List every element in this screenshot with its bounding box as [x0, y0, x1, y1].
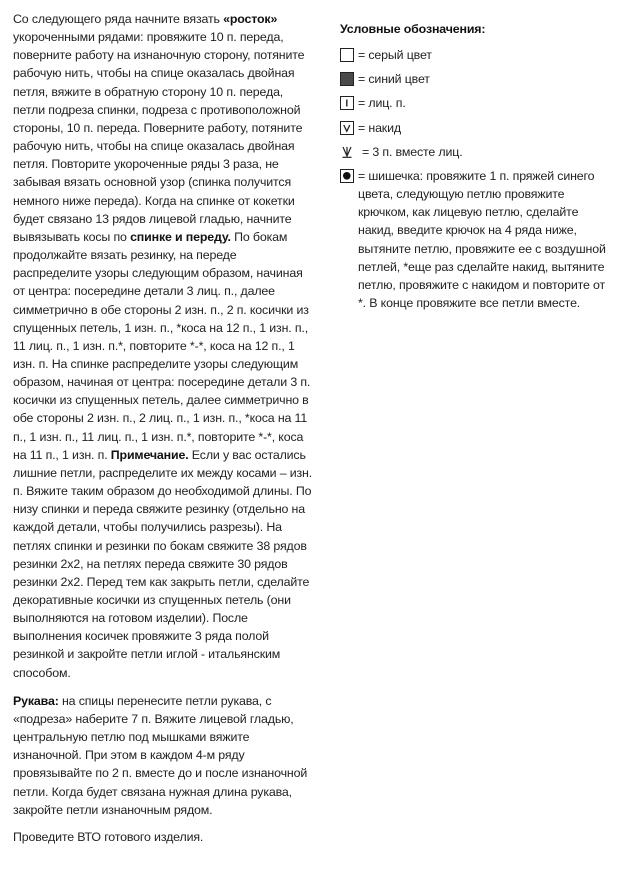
blue-square-icon	[340, 72, 354, 86]
bobble-icon	[340, 169, 354, 183]
legend-item-three-together	[340, 143, 615, 161]
legend-title: Условные обозначения:	[340, 22, 486, 36]
legend-column	[340, 20, 615, 318]
paragraph-sleeves	[13, 692, 313, 819]
paragraph-body	[13, 10, 313, 682]
paragraph-finish: Проведите ВТО готового изделия.	[13, 829, 204, 844]
legend-text: = шишечка: провяжите 1 п. пряжей синего цвета, следующую петлю провяжите крючком, как лицевую петлю, сделайте накид, введите крючок на 4 ряда ниже, вытяните петлю, провяжите ее с воздушной петлей, *еще раз сделайте накид, вытяните петлю, провяжите с накидом и повторите от *. В конце провяжите все петли вместе.	[358, 168, 606, 311]
legend-item-yarn-over	[340, 119, 615, 137]
legend-text: = 3 п. вместе лиц.	[362, 144, 463, 159]
text-run: По бокам продолжайте вязать резинку, на переде распределите узоры следующим образом, начиная от центра: посередине детали 3 лиц. п., далее симметрично в обе стороны 2 изн. п., 2 п. косички из спущенных петель, 1 изн. п., *коса на 12 п., 1 изн. п., 11 лиц. п., 1 изн. п.*, повторите *-*, коса на 12 п., 1 изн. п. На спинке распределите узоры следующим образом, начиная от центра: посередине детали 3 п. косички из спущенных петель, далее симметрично в обе стороны 2 изн. п., 2 лиц. п., 1 изн. п., *коса на 11 п., 1 изн. п., 11 лиц. п., 1 изн. п.*, повторите *-*, коса на 11 п., 1 изн. п.	[13, 229, 311, 462]
bold-term-back-front: спинке и переду.	[130, 229, 231, 244]
legend-text: = лиц. п.	[358, 96, 406, 111]
legend-item-knit	[340, 94, 615, 112]
bold-term-note: Примечание.	[110, 447, 189, 462]
bold-term-sleeves: Рукава:	[13, 693, 59, 708]
three-together-icon	[340, 145, 354, 159]
legend-item-blue	[340, 70, 615, 88]
text-run: на спицы перенесите петли рукава, с «подреза» наберите 7 п. Вяжите лицевой гладью, центральную петлю под мышками вяжите изнаночной. При этом в каждом 4-м ряду провязывайте по 2 п. вместе до и после изнаночной петли. Когда будет связана нужная длина рукава, закройте петли изнаночным рядом.	[13, 693, 308, 817]
instructions-column	[13, 10, 313, 846]
grey-square-icon	[340, 48, 354, 62]
legend-item-bobble	[340, 167, 615, 312]
text-run: укороченными рядами: провяжите 10 п. переда, поверните работу на изнаночную сторону, потяните рабочую нить, чтобы на спице оказалась двойная петля, вяжите в обратную сторону 10 п. переда, петли подреза спинки, подреза с противоположной стороны, 10 п. переда. Поверните работу, потяните рабочую нить, чтобы на спице оказалась двойная петля. Повторите укороченные ряды 3 раза, не забывая вязать основной узор (спинка получится немного ниже переда). Когда на спинке от кокетки будет связано 13 рядов лицевой гладью, начните вывязывать косы по	[13, 30, 305, 244]
legend-text: = синий цвет	[358, 72, 430, 87]
bold-term-rostok: «росток»	[223, 12, 278, 26]
legend-item-grey	[340, 46, 615, 64]
knit-stitch-icon	[340, 96, 354, 110]
text-run: Со следующего ряда начните вязать	[13, 12, 224, 26]
text-run: Если у вас остались лишние петли, распределите их между косами – изн. п. Вяжите таким образом до необходимой длины. По низу спинки и переда свяжите резинку (отдельно на каждой детали, чтобы получились разрезы). На петлях спинки и резинки по бокам свяжите 38 рядов резинки 2х2, на петлях переда свяжите 30 рядов резинки 2х2. Перед тем как закрыть петли, сделайте декоративные косички из спущенных петель (они выполняются на готовом изделии). После выполнения косичек провяжите 3 ряда полой резинкой и закройте петли иглой - итальянским способом.	[13, 447, 313, 680]
yarn-over-icon	[340, 121, 354, 135]
legend-text: = накид	[358, 120, 401, 135]
legend-text: = серый цвет	[358, 48, 432, 63]
